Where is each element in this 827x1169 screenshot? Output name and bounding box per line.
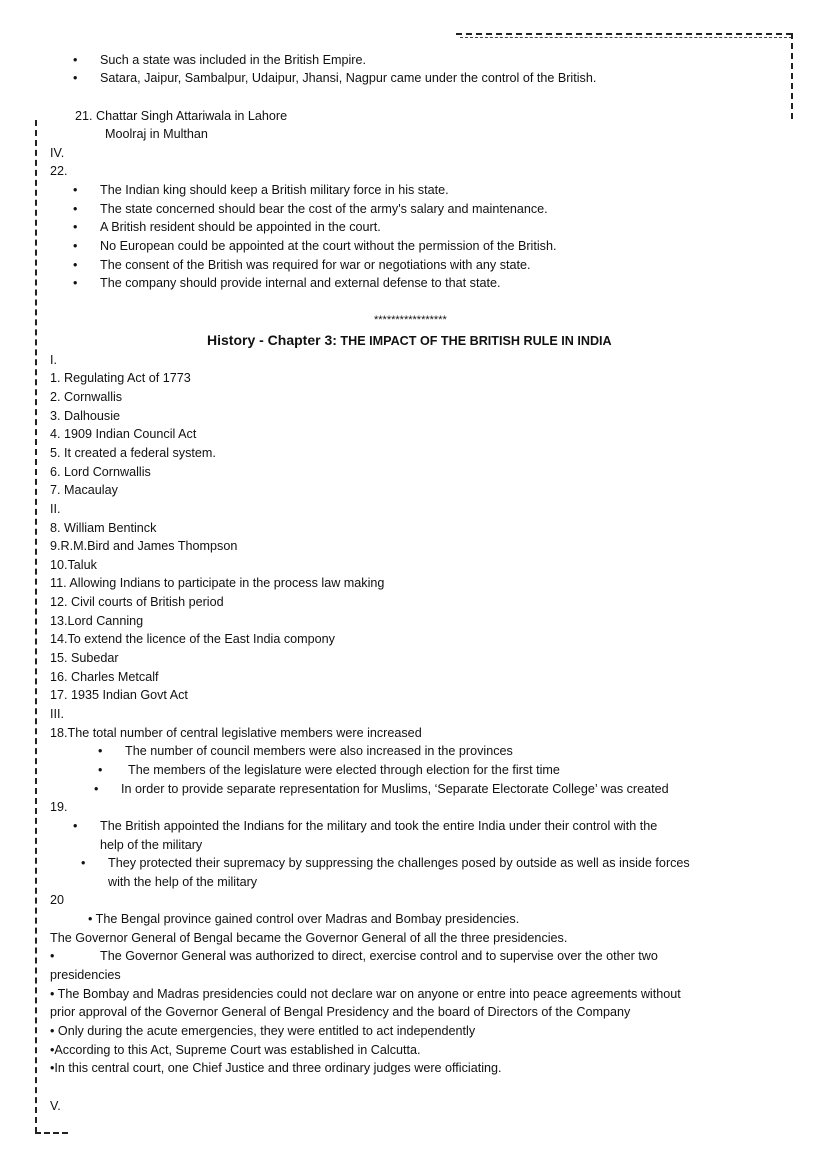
list-item: The Indian king should keep a British military force in his state.: [100, 183, 449, 197]
bullet-icon: •: [98, 744, 103, 758]
bullet-icon: •: [50, 949, 55, 963]
answer-line: 6. Lord Cornwallis: [50, 465, 151, 479]
page-border-top-inner: [460, 37, 792, 38]
list-item: • Only during the acute emergencies, they were entitled to act independently: [50, 1024, 476, 1038]
separator-stars: *****************: [374, 314, 447, 326]
answer-line: 17. 1935 Indian Govt Act: [50, 688, 188, 702]
bullet-icon: •: [73, 202, 78, 216]
list-item: The Governor General was authorized to direct, exercise control and to supervise over the other two: [100, 949, 658, 963]
answer-line: 12. Civil courts of British period: [50, 595, 224, 609]
section-heading-i: I.: [50, 353, 57, 367]
bullet-icon: •: [98, 763, 103, 777]
bullet-icon: •: [94, 782, 99, 796]
list-item-continued: help of the military: [100, 838, 203, 852]
list-item-continued: prior approval of the Governor General of Bengal Presidency and the board of Directors of the Company: [50, 1005, 631, 1019]
list-item: Such a state was included in the British Empire.: [100, 53, 366, 67]
answer-line: 10.Taluk: [50, 558, 97, 572]
bullet-icon: •: [73, 53, 78, 67]
bullet-icon: •: [73, 258, 78, 272]
answer-line: 4. 1909 Indian Council Act: [50, 427, 197, 441]
answer-19-label: 19.: [50, 800, 68, 814]
answer-line: 3. Dalhousie: [50, 409, 121, 423]
paragraph-line: The Governor General of Bengal became the Governor General of all the three presidencies.: [50, 931, 568, 945]
list-item-continued: presidencies: [50, 968, 121, 982]
list-item: Satara, Jaipur, Sambalpur, Udaipur, Jhansi, Nagpur came under the control of the British.: [100, 71, 597, 85]
chapter-title-sub: THE IMPACT OF THE BRITISH RULE IN INDIA: [340, 334, 612, 348]
list-item: •In this central court, one Chief Justice and three ordinary judges were officiating.: [50, 1061, 502, 1075]
answer-line: 1. Regulating Act of 1773: [50, 371, 191, 385]
answer-line: 16. Charles Metcalf: [50, 670, 159, 684]
section-heading-iv: IV.: [50, 146, 65, 160]
page-border-top: [456, 33, 792, 35]
answer-line: 7. Macaulay: [50, 483, 118, 497]
section-heading-ii: II.: [50, 502, 61, 516]
chapter-title-main: History - Chapter 3:: [207, 332, 337, 348]
list-item: The members of the legislature were elected through election for the first time: [128, 763, 560, 777]
list-item: • The Bengal province gained control over Madras and Bombay presidencies.: [88, 912, 520, 926]
list-item: •According to this Act, Supreme Court was established in Calcutta.: [50, 1043, 421, 1057]
bullet-icon: •: [73, 183, 78, 197]
chapter-title: [207, 332, 612, 349]
page-border-right: [791, 33, 793, 119]
bullet-icon: •: [73, 239, 78, 253]
bullet-icon: •: [81, 856, 86, 870]
list-item: The number of council members were also increased in the provinces: [125, 744, 513, 758]
list-item: • The Bombay and Madras presidencies could not declare war on anyone or entre into peace agreements without: [50, 987, 681, 1001]
answer-line: 13.Lord Canning: [50, 614, 144, 628]
answer-18-label: 18.The total number of central legislative members were increased: [50, 726, 422, 740]
answer-line: 8. William Bentinck: [50, 521, 157, 535]
answer-line: 15. Subedar: [50, 651, 119, 665]
list-item: The British appointed the Indians for the military and took the entire India under their control with the: [100, 819, 658, 833]
list-item: No European could be appointed at the court without the permission of the British.: [100, 239, 557, 253]
bullet-icon: •: [73, 220, 78, 234]
answer-line: 11. Allowing Indians to participate in the process law making: [50, 576, 385, 590]
bullet-icon: •: [73, 71, 78, 85]
page-border-bottom: [35, 1132, 68, 1134]
page-border-left: [35, 120, 37, 1133]
list-item: The consent of the British was required for war or negotiations with any state.: [100, 258, 531, 272]
list-item: In order to provide separate representation for Muslims, ‘Separate Electorate College’ was created: [121, 782, 669, 796]
answer-20-label: 20: [50, 893, 65, 907]
list-item: The state concerned should bear the cost of the army's salary and maintenance.: [100, 202, 548, 216]
question-22-label: 22.: [50, 164, 68, 178]
answer-21-line2: Moolraj in Multhan: [105, 127, 208, 141]
bullet-icon: •: [73, 819, 78, 833]
bullet-icon: •: [73, 276, 78, 290]
answer-line: 14.To extend the licence of the East India compony: [50, 632, 335, 646]
answer-line: 5. It created a federal system.: [50, 446, 216, 460]
answer-21-line1: 21. Chattar Singh Attariwala in Lahore: [75, 109, 288, 123]
answer-line: 2. Cornwallis: [50, 390, 123, 404]
section-heading-v: V.: [50, 1099, 61, 1113]
answer-line: 9.R.M.Bird and James Thompson: [50, 539, 238, 553]
list-item: The company should provide internal and external defense to that state.: [100, 276, 501, 290]
list-item-continued: with the help of the military: [108, 875, 258, 889]
list-item: They protected their supremacy by suppressing the challenges posed by outside as well as inside forces: [108, 856, 690, 870]
list-item: A British resident should be appointed in the court.: [100, 220, 381, 234]
section-heading-iii: III.: [50, 707, 64, 721]
